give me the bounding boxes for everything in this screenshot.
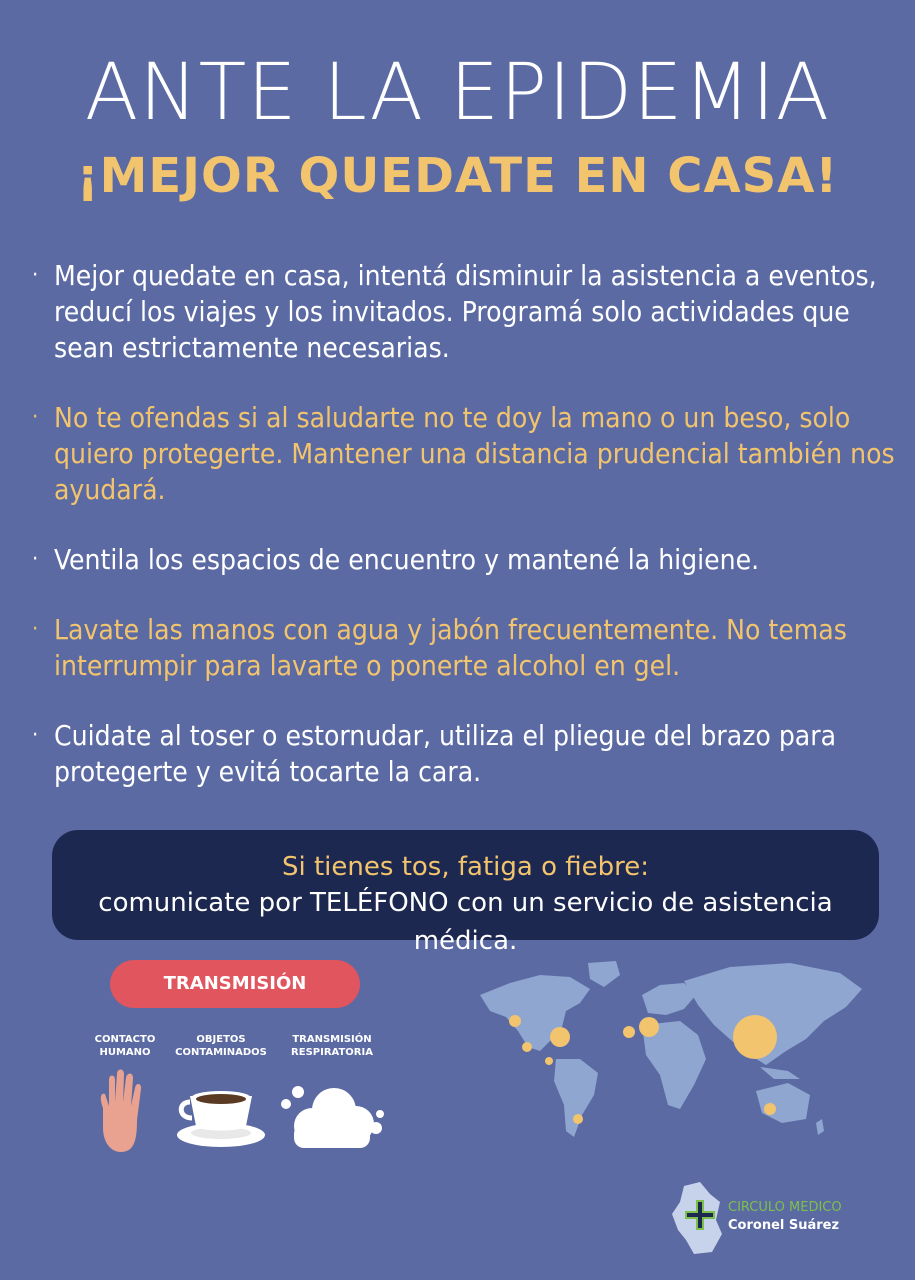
logo-line-2: Coronel Suárez: [728, 1218, 840, 1233]
advice-text: Cuidate al toser o estornudar, utiliza el pliegue del brazo para protegerte y evitá tocarte la cara.: [54, 719, 837, 788]
coffee-cup-icon: [176, 1088, 266, 1148]
advice-item-wash-hands: [30, 612, 900, 684]
advice-item-stay-home: [30, 258, 900, 366]
advice-item-distance: [30, 400, 900, 508]
transmission-pill: TRANSMISIÓN: [110, 960, 360, 1008]
transmission-label-contact: CONTACTO HUMANO: [94, 1034, 156, 1058]
advice-item-ventilate: [30, 542, 900, 578]
transmission-label-objects: OBJETOS CONTAMINADOS: [175, 1034, 267, 1058]
hand-icon: [95, 1068, 147, 1154]
poster-title: ANTE LA EPIDEMIA: [84, 48, 831, 138]
poster-subtitle: ¡MEJOR QUEDATE EN CASA!: [76, 148, 839, 204]
symptoms-callout: [52, 830, 879, 956]
logo-line-1: CIRCULO MEDICO: [728, 1200, 842, 1215]
bullet-dot: ·: [32, 263, 39, 288]
advice-item-cough: [30, 718, 900, 790]
bullet-dot: ·: [32, 405, 39, 430]
advice-text: Lavate las manos con agua y jabón frecuentemente. No temas interrumpir para lavarte o ponerte alcohol en gel.: [54, 613, 847, 682]
bullet-dot: ·: [32, 723, 39, 748]
transmission-label-respiratory: TRANSMISIÓN RESPIRATORIA: [291, 1034, 373, 1058]
callout-line-1: Si tienes tos, fatiga o fiebre:: [282, 852, 649, 882]
advice-text: No te ofendas si al saludarte no te doy la mano o un beso, solo quiero protegerte. Mantener una distancia prudencial también nos ayudará.: [54, 401, 895, 506]
advice-list: [30, 258, 900, 824]
bullet-dot: ·: [32, 547, 39, 572]
advice-text: Mejor quedate en casa, intentá disminuir la asistencia a eventos, reducí los viajes y los invitados. Programá solo actividades que sean estrictamente necesarias.: [54, 259, 877, 364]
cloud-icon: [276, 1078, 386, 1150]
advice-text: Ventila los espacios de encuentro y mantené la higiene.: [54, 543, 760, 576]
world-map-icon: [470, 955, 880, 1155]
circulo-medico-logo-icon: [670, 1180, 730, 1255]
callout-line-2: comunicate por TELÉFONO con un servicio de asistencia médica.: [98, 888, 833, 956]
bullet-dot: ·: [32, 617, 39, 642]
